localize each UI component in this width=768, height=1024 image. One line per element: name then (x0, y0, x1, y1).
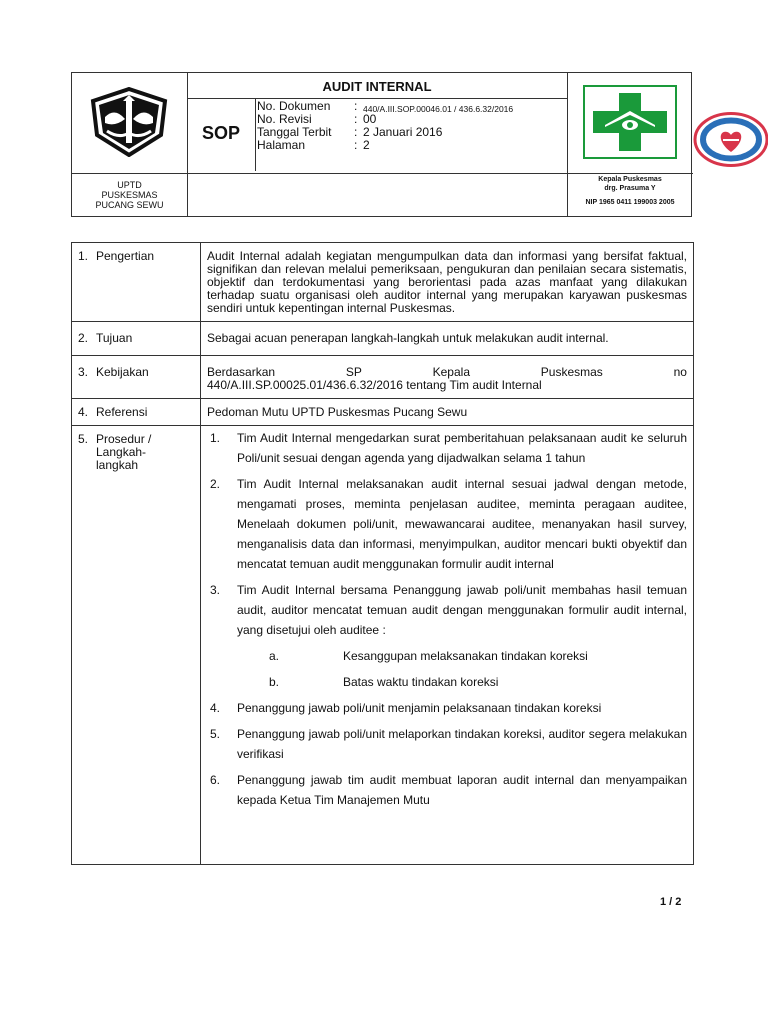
meta-key-issue-date: Tanggal Terbit (257, 125, 332, 139)
meta-value-page: 2 (363, 138, 370, 152)
meta-value-issue-date: 2 Januari 2016 (363, 125, 443, 139)
steps-list (207, 428, 687, 640)
list-item (207, 474, 687, 574)
city-seal-logo (89, 87, 169, 157)
sop-header-table (71, 72, 692, 217)
document-title: AUDIT INTERNAL (322, 79, 432, 94)
sub-number: a. (269, 649, 280, 663)
step-text: Tim Audit Internal mengedarkan surat pemberitahuan pelaksanaan audit ke seluruh Poli/unit sesuai dengan agenda yang dijadwalkan selama 1 tahun (237, 431, 687, 465)
sop-label: SOP (201, 123, 240, 143)
steps-list (207, 698, 687, 810)
unit-name (72, 180, 187, 210)
row-label: Referensi (92, 399, 201, 426)
prosedur-steps (201, 426, 694, 865)
meta-sep: : (354, 125, 358, 139)
row-label: Kebijakan (92, 356, 201, 399)
meta-key-page: Halaman (257, 138, 306, 152)
signer-name: drg. Prasuma Y (604, 185, 656, 192)
step-number: 5. (210, 727, 221, 741)
row-number: 5. (72, 426, 93, 865)
list-item (207, 698, 687, 718)
row-number: 1. (72, 243, 93, 322)
row-label-line: Langkah- (96, 445, 147, 459)
sub-number: b. (269, 675, 280, 689)
step-number: 6. (210, 773, 221, 787)
unit-line: PUSKESMAS (101, 190, 158, 200)
meta-sep: : (354, 99, 358, 113)
sub-text: Batas waktu tindakan koreksi (343, 675, 499, 689)
signer-nip: NIP 1965 0411 199003 2005 (585, 199, 675, 206)
kebijakan-word: Kepala (432, 365, 470, 379)
table-row (72, 356, 694, 399)
table-row (72, 243, 694, 322)
meta-value-revision: 00 (363, 112, 377, 126)
row-label-line: langkah (96, 458, 139, 472)
table-row (72, 399, 694, 426)
signature-block (567, 175, 693, 207)
list-item (207, 724, 687, 764)
sop-content-table (71, 242, 694, 865)
puskesmas-cross-logo (583, 85, 677, 159)
table-row (72, 426, 694, 865)
divider (255, 98, 256, 171)
tujuan-text: Sebagai acuan penerapan langkah-langkah untuk melakukan audit internal. (201, 322, 694, 356)
kebijakan-line-2: 440/A.III.SP.00025.01/436.6.32/2016 tentang Tim audit Internal (207, 378, 542, 392)
meta-sep: : (354, 112, 358, 126)
list-item (207, 770, 687, 810)
city-seal-cell (72, 73, 187, 173)
sub-text: Kesanggupan melaksanakan tindakan koreksi (343, 649, 588, 663)
list-item (207, 646, 687, 666)
step-number: 2. (210, 477, 221, 491)
unit-line: PUCANG SEWU (95, 200, 164, 210)
kebijakan-word: SP (345, 365, 362, 379)
sub-list (207, 646, 687, 692)
step-text: Penanggung jawab poli/unit menjamin pelaksanaan tindakan koreksi (237, 701, 602, 715)
meta-key-revision: No. Revisi (257, 112, 312, 126)
row-label: Pengertian (92, 243, 201, 322)
divider (72, 173, 187, 174)
signer-role: Kepala Puskesmas (598, 176, 662, 183)
meta-value-doc-number: 440/A.III.SOP.00046.01 / 436.6.32/2016 (363, 104, 514, 114)
step-number: 3. (210, 583, 221, 597)
kebijakan-word: Puskesmas (540, 365, 603, 379)
divider (187, 173, 567, 174)
row-number: 3. (72, 356, 93, 399)
row-number: 4. (72, 399, 93, 426)
list-item (207, 428, 687, 468)
step-number: 1. (210, 431, 221, 445)
step-number: 4. (210, 701, 221, 715)
unit-line: UPTD (117, 180, 142, 190)
step-text: Tim Audit Internal melaksanakan audit internal sesuai jadwal dengan metode, mengamati proses, meminta penjelasan auditee, meminta peragaan auditee, Menelaah dokumen poli/unit, mewawancarai auditee, menanyakan hasil survey, menganalisis data dan informasi, menyimpulkan, auditor mencari bukti obyektif dan mencatat temuan audit menggunakan formulir audit internal (237, 477, 687, 571)
step-text: Tim Audit Internal bersama Penanggung jawab poli/unit membahas hasil temuan audit, auditor mencatat temuan audit dengan menggunakan formulir audit internal, yang disetujui oleh auditee : (237, 583, 687, 637)
table-row (72, 322, 694, 356)
kebijakan-word: Berdasarkan (207, 365, 276, 379)
row-label-line: Prosedur / (96, 432, 152, 446)
list-item (207, 580, 687, 640)
meta-sep: : (354, 138, 358, 152)
divider (567, 173, 693, 174)
page-number: 1 / 2 (660, 896, 682, 908)
list-item (207, 672, 687, 692)
step-text: Penanggung jawab poli/unit melaporkan tindakan koreksi, auditor segera melakukan verifikasi (237, 727, 687, 761)
row-label: Tujuan (92, 322, 201, 356)
row-label (92, 426, 201, 865)
kebijakan-word: no (673, 365, 687, 379)
puskesmas-round-logo (693, 112, 768, 167)
meta-key-doc-number: No. Dokumen (257, 99, 331, 113)
divider (187, 98, 567, 99)
kebijakan-text (201, 356, 694, 399)
referensi-text: Pedoman Mutu UPTD Puskesmas Pucang Sewu (201, 399, 694, 426)
row-number: 2. (72, 322, 93, 356)
pengertian-text: Audit Internal adalah kegiatan mengumpulkan data dan informasi yang bersifat faktual, signifikan dan relevan melalui pemeriksaan, pengukuran dan penilaian secara sistematis, objektif dan terdokumentasi yang berorientasi pada azas manfaat yang dilakukan terhadap suatu organisasi oleh auditor internal yang merupakan karyawan puskesmas sendiri untuk kepentingan internal Puskesmas. (201, 243, 694, 322)
step-text: Penanggung jawab tim audit membuat laporan audit internal dan menyampaikan kepada Ketua Tim Manajemen Mutu (237, 773, 687, 807)
